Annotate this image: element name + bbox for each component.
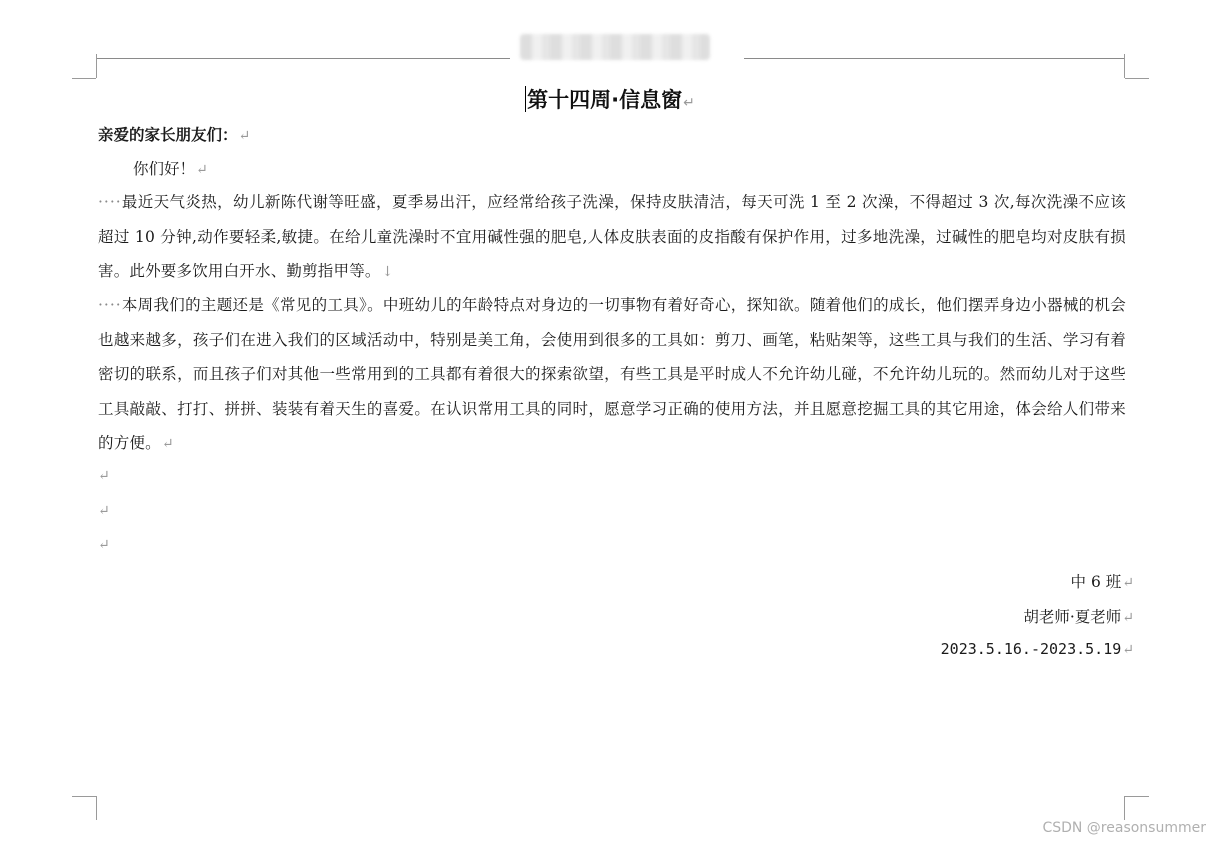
signature-date[interactable]	[941, 640, 1134, 658]
corner-mark-bottom-right	[1124, 796, 1125, 820]
paragraph-mark: ↵	[196, 162, 208, 178]
csdn-watermark: CSDN @reasonsummer	[1042, 820, 1206, 836]
empty-paragraph[interactable]: ↵	[98, 537, 110, 553]
date-range: 2023.5.16.-2023.5.19	[940, 640, 1122, 658]
corner-mark-top-left	[96, 54, 97, 78]
hello-text: 你们好！	[133, 160, 196, 178]
paragraph-mark: ↵	[683, 95, 695, 111]
paragraph-mark: ↵	[161, 436, 174, 452]
paragraph-theme[interactable]	[98, 288, 1126, 462]
corner-mark-top-right	[1125, 78, 1149, 79]
paragraph-mark: ↵	[1122, 575, 1134, 591]
signature-class[interactable]	[1071, 570, 1134, 592]
greeting-text: 亲爱的家长朋友们：	[98, 125, 238, 144]
teacher-names: 胡老师·夏老师	[1023, 608, 1122, 626]
title-text: 第十四周·信息窗	[527, 88, 683, 112]
corner-mark-bottom-right	[1125, 796, 1149, 797]
paragraph-mark: ↵	[238, 128, 251, 144]
indent-dots: ····	[98, 296, 122, 314]
text-cursor	[525, 86, 526, 112]
signature-teachers[interactable]	[1023, 605, 1134, 627]
greeting-line[interactable]	[98, 123, 250, 145]
empty-paragraph[interactable]: ↵	[98, 503, 110, 519]
class-name: 中 6 班	[1070, 573, 1122, 591]
corner-mark-bottom-left	[72, 796, 96, 797]
paragraph-text: 本周我们的主题还是《常见的工具》。中班幼儿的年龄特点对身边的一切事物有着好奇心，探知欲。随着他们的成长，他们摆弄身边小器械的机会也越来越多，孩子们在进入我们的区域活动中，特别是美工角，会使用到很多的工具如：剪刀、画笔，粘贴架等，这些工具与我们的生活、学习有着密切的联系，而且孩子们对其他一些常用到的工具都有着很大的探索欲望，有些工具是平时成人不允许幼儿碰，不允许幼儿玩的。然而幼儿对于这些工具敲敲、打打、拼拼、装装有着天生的喜爱。在认识常用工具的同时，愿意学习正确的使用方法，并且愿意挖掘工具的其它用途，体会给人们带来的方便。	[98, 296, 1126, 452]
header-rule-right	[744, 58, 1124, 59]
header-rule-left	[96, 58, 510, 59]
paragraph-text: 最近天气炎热，幼儿新陈代谢等旺盛，夏季易出汗，应经常给孩子洗澡，保持皮肤清洁，每天可洗 1 至 2 次澡，不得超过 3 次,每次洗澡不应该超过 10 分钟,动作要轻柔,敏捷。在给儿童洗澡时不宜用碱性强的肥皂,人体皮肤表面的皮指酸有保护作用，过多地洗澡，过碱性的肥皂均对皮肤有损害。此外要多饮用白开水、勤剪指甲等。	[98, 193, 1126, 280]
indent-dots: ····	[98, 193, 122, 211]
blurred-header-text	[520, 34, 710, 60]
document-title[interactable]	[0, 84, 1220, 114]
line-break-mark: ↓	[381, 264, 394, 280]
corner-mark-top-left	[72, 78, 96, 79]
empty-paragraph[interactable]: ↵	[98, 468, 110, 484]
hello-line[interactable]	[133, 157, 208, 179]
corner-mark-top-right	[1124, 54, 1125, 78]
corner-mark-bottom-left	[96, 796, 97, 820]
paragraph-mark: ↵	[1122, 610, 1134, 626]
paragraph-bathing[interactable]	[98, 185, 1126, 290]
paragraph-mark: ↵	[1122, 642, 1134, 658]
